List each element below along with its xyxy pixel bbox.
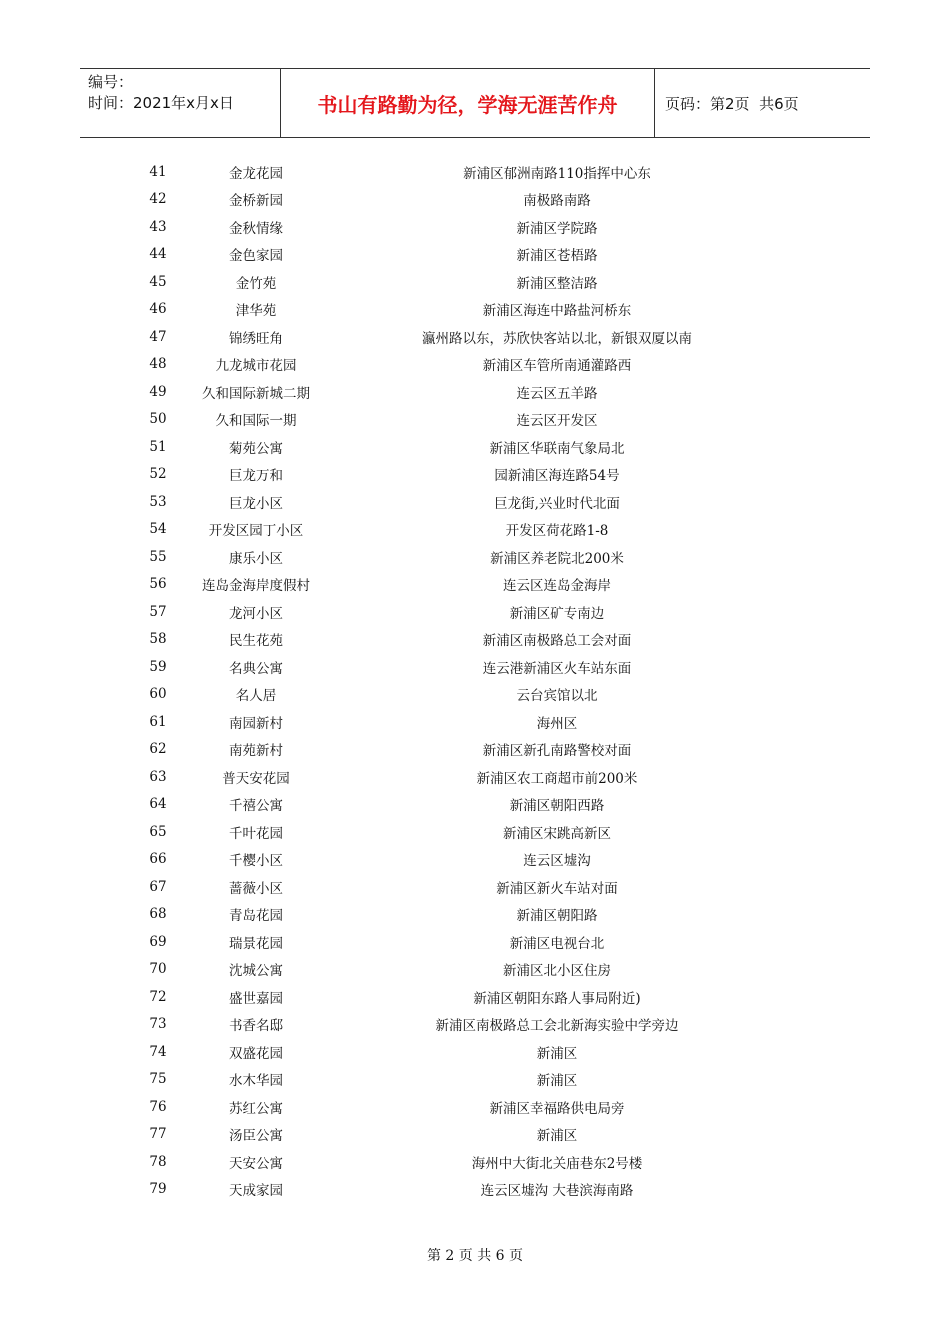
community-name: 南园新村: [229, 715, 283, 732]
list-item: [0, 818, 950, 846]
list-item: [0, 241, 950, 269]
community-address: 新浦区海连中路盐河桥东: [482, 303, 632, 320]
list-item: [0, 1121, 950, 1149]
list-item: [0, 461, 950, 489]
row-number: 44: [149, 246, 167, 263]
list-item: [0, 433, 950, 461]
row-number: 62: [149, 741, 167, 758]
row-number: 72: [149, 988, 167, 1005]
list-item: [0, 213, 950, 241]
list-item: [0, 1148, 950, 1176]
list-item: [0, 653, 950, 681]
community-name: 连岛金海岸度假村: [202, 578, 310, 595]
list-item: [0, 1066, 950, 1094]
community-address: 云台宾馆以北: [516, 688, 598, 705]
community-address: 新浦区养老院北200米: [490, 550, 624, 567]
serial-label: 编号：: [88, 73, 134, 91]
list-item: [0, 791, 950, 819]
community-address: 新浦区矿专南边: [509, 605, 605, 622]
community-address: 南极路南路: [523, 193, 591, 210]
community-name: 金竹苑: [235, 275, 277, 292]
community-name: 千樱小区: [229, 853, 283, 870]
list-item: [0, 873, 950, 901]
header-page-info: [655, 69, 870, 137]
community-address: 新浦区: [536, 1073, 578, 1090]
community-name: 名人居: [235, 688, 277, 705]
community-address: 新浦区整洁路: [516, 275, 598, 292]
community-name: 青岛花园: [229, 908, 283, 925]
community-name: 盛世嘉园: [229, 990, 283, 1007]
row-number: 70: [149, 961, 167, 978]
community-name: 书香名邸: [229, 1018, 283, 1035]
list-item: [0, 763, 950, 791]
community-address: 连云区连岛金海岸: [503, 578, 611, 595]
community-address: 连云区五羊路: [516, 385, 598, 402]
community-name: 菊苑公寓: [229, 440, 283, 457]
time-label: 时间：2021年x月x日: [88, 94, 234, 112]
row-number: 57: [149, 603, 167, 620]
community-address: 连云区墟沟: [523, 853, 591, 870]
community-name: 瑞景花园: [229, 935, 283, 952]
list-item: [0, 956, 950, 984]
community-address: 新浦区华联南气象局北: [489, 440, 625, 457]
community-address: 新浦区宋跳高新区: [503, 825, 611, 842]
community-address: 巨龙街,兴业时代北面: [494, 495, 620, 512]
list-item: [0, 736, 950, 764]
row-number: 48: [149, 356, 167, 373]
community-address: 新浦区新火车站对面: [496, 880, 618, 897]
list-item: [0, 268, 950, 296]
row-number: 76: [149, 1098, 167, 1115]
row-number: 66: [149, 851, 167, 868]
community-address: 海州中大街北关庙巷东2号楼: [471, 1155, 643, 1172]
community-address: 新浦区北小区住房: [503, 963, 611, 980]
row-number: 41: [149, 163, 167, 180]
community-address: 新浦区学院路: [516, 220, 598, 237]
community-name: 千禧公寓: [229, 798, 283, 815]
community-name: 巨龙小区: [229, 495, 283, 512]
list-item: [0, 681, 950, 709]
list-item: [0, 543, 950, 571]
community-name: 巨龙万和: [229, 468, 283, 485]
list-item: [0, 158, 950, 186]
row-number: 51: [149, 438, 167, 455]
page-header: [80, 68, 870, 138]
row-number: 77: [149, 1126, 167, 1143]
row-number: 75: [149, 1071, 167, 1088]
community-name: 天安公寓: [229, 1155, 283, 1172]
community-name: 民生花苑: [229, 633, 283, 650]
community-address: 新浦区朝阳西路: [509, 798, 605, 815]
community-address: 新浦区新孔南路警校对面: [482, 743, 632, 760]
community-name: 久和国际新城二期: [202, 385, 310, 402]
community-name: 锦绣旺角: [229, 330, 283, 347]
community-address: 新浦区朝阳东路人事局附近): [473, 990, 641, 1007]
row-number: 69: [149, 933, 167, 950]
row-number: 52: [149, 466, 167, 483]
list-item: [0, 323, 950, 351]
header-motto: 书山有路勤为径，学海无涯苦作舟: [281, 69, 655, 137]
list-item: [0, 571, 950, 599]
community-address: 连云港新浦区火车站东面: [482, 660, 632, 677]
community-name: 普天安花园: [222, 770, 290, 787]
row-number: 59: [149, 658, 167, 675]
community-name: 金桥新园: [229, 193, 283, 210]
community-name: 久和国际一期: [215, 413, 297, 430]
community-address: 新浦区朝阳路: [516, 908, 598, 925]
community-name: 康乐小区: [229, 550, 283, 567]
row-number: 78: [149, 1153, 167, 1170]
list-item: [0, 983, 950, 1011]
row-number: 74: [149, 1043, 167, 1060]
list-item: [0, 708, 950, 736]
row-number: 60: [149, 686, 167, 703]
community-address: 瀛州路以东，苏欣快客站以北，新银双厦以南: [422, 330, 692, 347]
list-item: [0, 516, 950, 544]
community-name: 南苑新村: [229, 743, 283, 760]
row-number: 65: [149, 823, 167, 840]
row-number: 50: [149, 411, 167, 428]
row-number: 61: [149, 713, 167, 730]
community-list: [0, 158, 950, 1203]
row-number: 42: [149, 191, 167, 208]
row-number: 67: [149, 878, 167, 895]
row-number: 46: [149, 301, 167, 318]
community-name: 千叶花园: [229, 825, 283, 842]
list-item: [0, 1176, 950, 1204]
row-number: 73: [149, 1016, 167, 1033]
community-address: 新浦区电视台北: [509, 935, 605, 952]
row-number: 79: [149, 1181, 167, 1198]
list-item: [0, 928, 950, 956]
list-item: [0, 351, 950, 379]
community-name: 名典公寓: [229, 660, 283, 677]
community-name: 津华苑: [235, 303, 277, 320]
row-number: 55: [149, 548, 167, 565]
list-item: [0, 598, 950, 626]
community-address: 海州区: [536, 715, 578, 732]
community-name: 双盛花园: [229, 1045, 283, 1062]
row-number: 56: [149, 576, 167, 593]
list-item: [0, 406, 950, 434]
community-address: 新浦区车管所南通灌路西: [482, 358, 632, 375]
row-number: 43: [149, 218, 167, 235]
page-footer: 第 2 页 共 6 页: [426, 1248, 524, 1264]
row-number: 49: [149, 383, 167, 400]
community-name: 沈城公寓: [229, 963, 283, 980]
community-address: 园新浦区海连路54号: [494, 468, 620, 485]
list-item: [0, 846, 950, 874]
header-meta: [80, 69, 281, 137]
row-number: 47: [149, 328, 167, 345]
row-number: 68: [149, 906, 167, 923]
community-name: 九龙城市花园: [215, 358, 297, 375]
community-address: 开发区荷花路1-8: [505, 523, 609, 540]
community-address: 新浦区南极路总工会对面: [482, 633, 632, 650]
list-item: [0, 186, 950, 214]
list-item: [0, 901, 950, 929]
list-item: [0, 626, 950, 654]
list-item: [0, 1011, 950, 1039]
community-address: 新浦区: [536, 1045, 578, 1062]
row-number: 45: [149, 273, 167, 290]
community-address: 新浦区幸福路供电局旁: [489, 1100, 625, 1117]
community-name: 开发区园丁小区: [208, 523, 304, 540]
community-address: 新浦区农工商超市前200米: [476, 770, 638, 787]
list-item: [0, 1038, 950, 1066]
community-address: 新浦区南极路总工会北新海实验中学旁边: [435, 1018, 679, 1035]
community-name: 苏红公寓: [229, 1100, 283, 1117]
list-item: [0, 488, 950, 516]
row-number: 63: [149, 768, 167, 785]
row-number: 54: [149, 521, 167, 538]
community-name: 水木华园: [229, 1073, 283, 1090]
community-address: 新浦区: [536, 1128, 578, 1145]
row-number: 58: [149, 631, 167, 648]
page-info-text: 页码：第2页 共6页: [665, 94, 799, 113]
community-name: 金秋情缘: [229, 220, 283, 237]
community-name: 龙河小区: [229, 605, 283, 622]
community-name: 天成家园: [229, 1183, 283, 1200]
community-address: 新浦区郁洲南路110指挥中心东: [463, 165, 651, 182]
community-address: 连云区墟沟 大巷滨海南路: [480, 1183, 634, 1200]
row-number: 64: [149, 796, 167, 813]
community-name: 蔷薇小区: [229, 880, 283, 897]
community-name: 金龙花园: [229, 165, 283, 182]
community-address: 新浦区苍梧路: [516, 248, 598, 265]
list-item: [0, 378, 950, 406]
community-name: 金色家园: [229, 248, 283, 265]
row-number: 53: [149, 493, 167, 510]
list-item: [0, 296, 950, 324]
community-name: 汤臣公寓: [229, 1128, 283, 1145]
list-item: [0, 1093, 950, 1121]
community-address: 连云区开发区: [516, 413, 598, 430]
